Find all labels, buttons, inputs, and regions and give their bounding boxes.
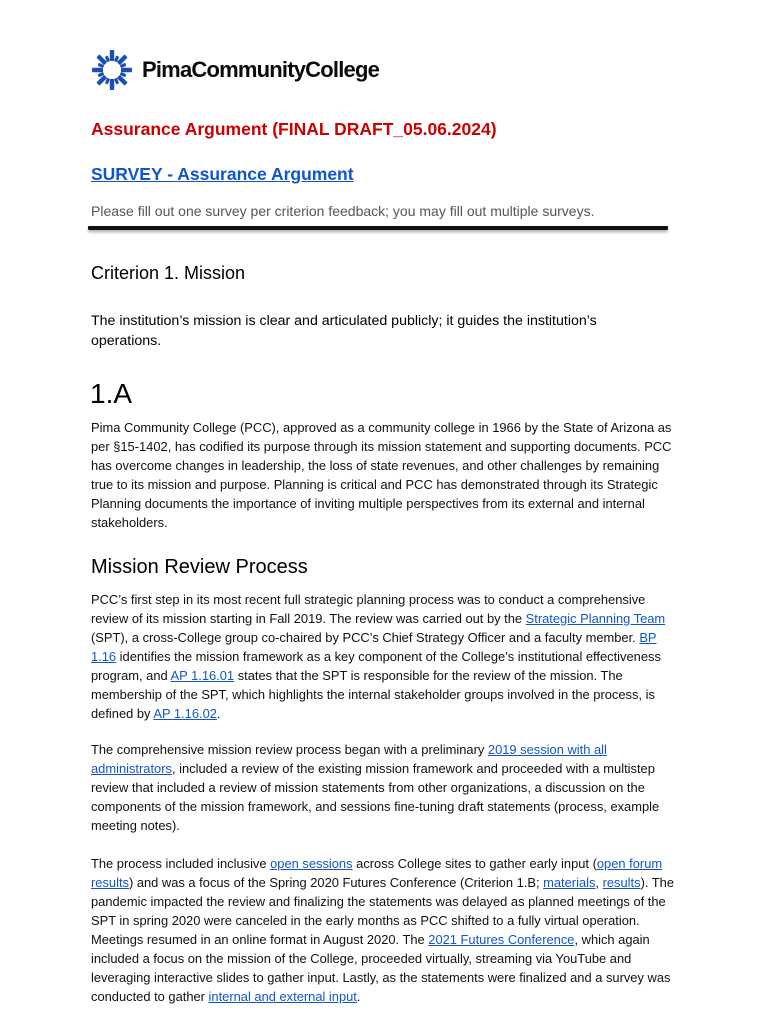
survey-link[interactable]: SURVEY - Assurance Argument	[91, 164, 354, 184]
logo-text: PimaCommunityCollege	[142, 57, 380, 82]
link-bp-1-16[interactable]: BP 1.16	[91, 630, 657, 664]
text-run: across College sites to gather early input (	[352, 856, 597, 871]
text-run: The process included inclusive	[91, 856, 271, 871]
section-heading-1a: 1.A	[90, 378, 133, 409]
text-run: ,	[595, 875, 603, 890]
link-strategic-planning-team[interactable]: Strategic Planning Team	[525, 611, 666, 626]
section-intro-paragraph: Pima Community College (PCC), approved as a community college in 1966 by the State of Arizona as per §15-1402, has codified its purpose through its mission statement and supporting documents. PCC has overcome changes in leadership, the loss of state revenues, and other challenges by remaining true to its mission and purpose. Planning is critical and PCC has demonstrated through its Strategic Planning documents the importance of inviting multiple perspectives from its external and internal stakeholders.	[91, 420, 672, 530]
mission-review-paragraph-3	[91, 854, 681, 1006]
college-logo	[90, 46, 379, 94]
text-run: .	[356, 989, 361, 1004]
criterion-heading: Criterion 1. Mission	[91, 263, 246, 283]
text-run: identifies the mission framework as a key component of the College’s institutional effectiveness program, and	[91, 649, 661, 683]
divider	[88, 226, 668, 230]
text-run: , included a review of the existing mission framework and proceeded with a multistep review that included a review of mission statements from other organizations, a discussion on the components of the mission framework, and sessions fine-tuning draft statements (process, example meeting notes).	[91, 761, 660, 833]
text-run: PCC’s first step in its most recent full strategic planning process was to conduct a comprehensive review of its mission starting in Fall 2019. The review was carried out by the	[91, 592, 646, 626]
text-run: .	[216, 706, 221, 721]
link-open-sessions[interactable]: open sessions	[270, 856, 353, 871]
survey-note: Please fill out one survey per criterion feedback; you may fill out multiple surveys.	[91, 203, 595, 219]
mission-review-paragraph-1	[91, 590, 681, 723]
text-run: , which again included a focus on the mission of the College, proceeded virtually, streaming via YouTube and leveraging interactive slides to gather input. Lastly, as the statements were finalized and a survey was conducted to gather	[91, 932, 671, 1004]
text-run: states that the SPT is responsible for the review of the mission. The membership of the SPT, which highlights the internal stakeholder groups involved in the process, is defined by	[91, 668, 655, 721]
criterion-statement: The institution’s mission is clear and articulated publicly; it guides the institution’s operations.	[91, 313, 597, 349]
mission-review-heading: Mission Review Process	[91, 556, 308, 578]
link-ap-1-16-01[interactable]: AP 1.16.01	[170, 668, 235, 683]
link-2019-session[interactable]: 2019 session with all administrators	[91, 742, 607, 776]
text-run: The comprehensive mission review process began with a preliminary	[91, 742, 488, 757]
link-materials[interactable]: materials	[543, 875, 596, 890]
link-2021-futures-conference[interactable]: 2021 Futures Conference	[428, 932, 575, 947]
text-run: ) and was a focus of the Spring 2020 Futures Conference (Criterion 1.B;	[128, 875, 544, 890]
document-title: Assurance Argument (FINAL DRAFT_05.06.2024)	[91, 119, 497, 139]
mission-review-paragraph-2	[91, 740, 681, 835]
link-internal-external-input[interactable]: internal and external input	[208, 989, 357, 1004]
link-results[interactable]: results	[602, 875, 641, 890]
link-ap-1-16-02[interactable]: AP 1.16.02	[153, 706, 217, 721]
link-open-forum-results[interactable]: open forum results	[91, 856, 663, 890]
text-run: (SPT), a cross-College group co-chaired by PCC’s Chief Strategy Officer and a faculty member.	[91, 630, 640, 645]
pcc-starburst-icon	[90, 48, 134, 92]
text-run: ). The pandemic impacted the review and finalizing the statements was delayed as planned meetings of the SPT in spring 2020 were canceled in the early months as PCC shifted to a fully virtual operation. Meetings resumed in an online format in August 2020. The	[91, 875, 674, 947]
